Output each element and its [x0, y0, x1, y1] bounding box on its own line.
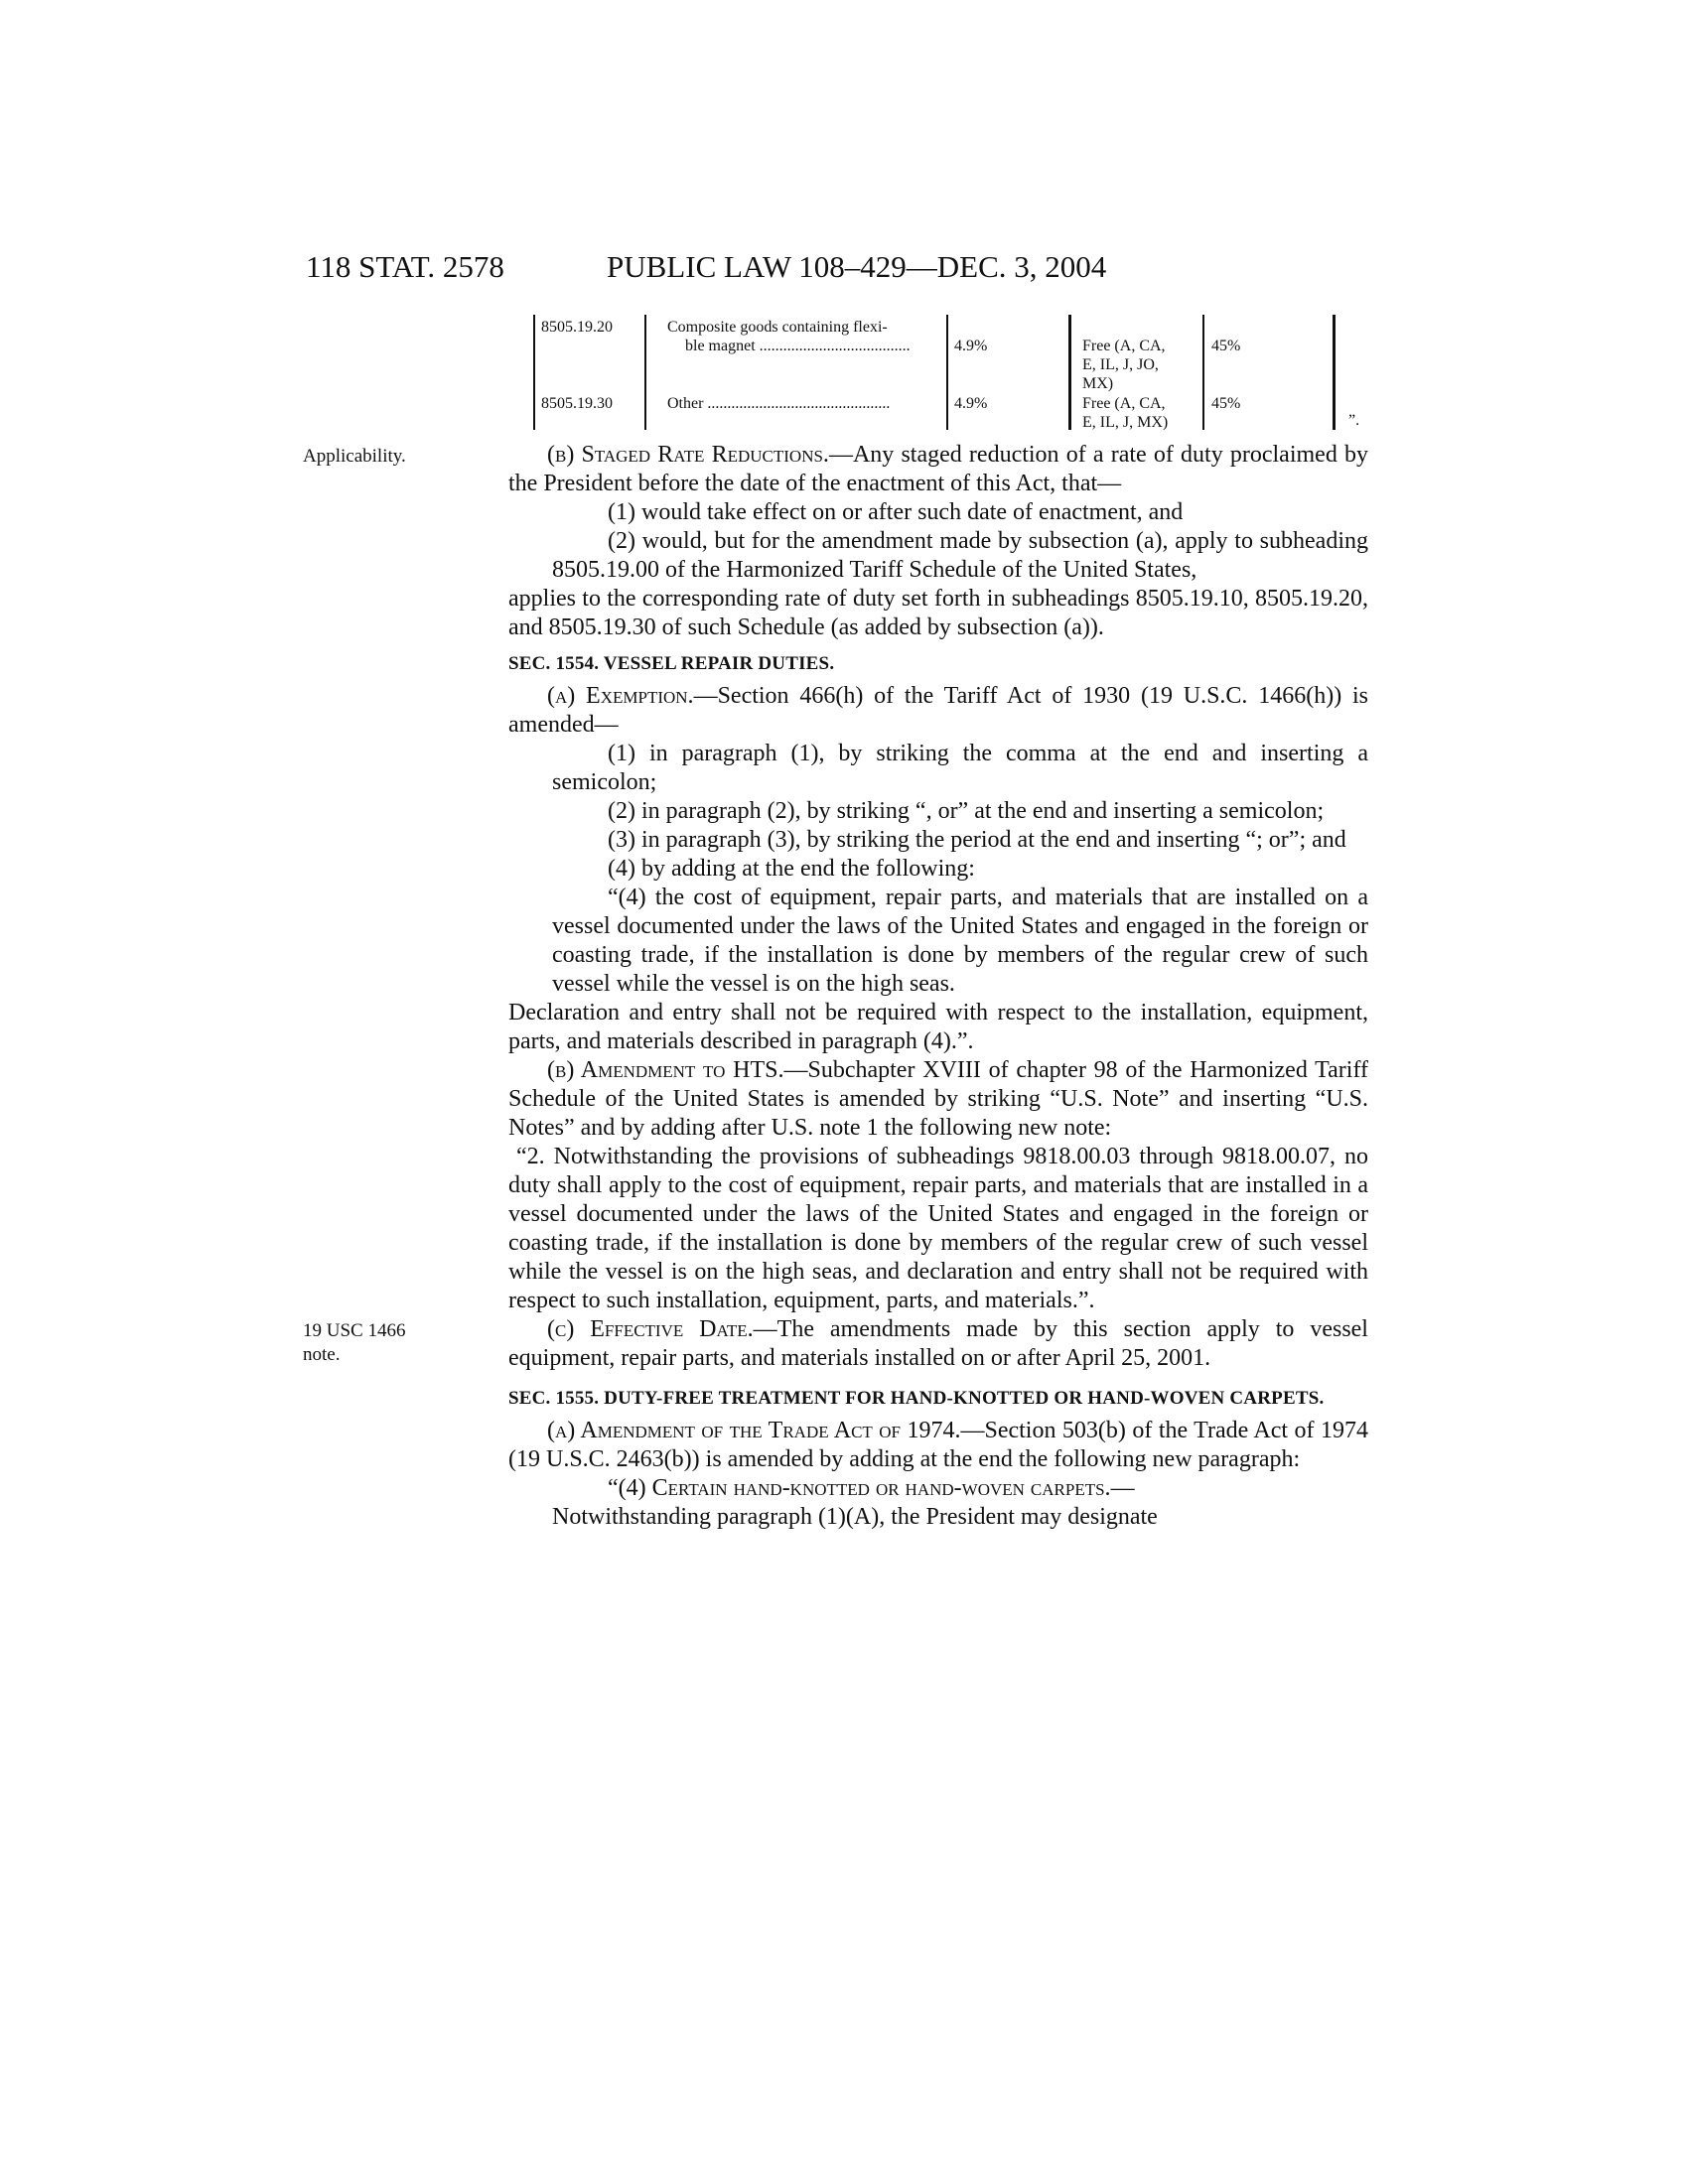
table-rule: [533, 315, 535, 430]
paragraph-heading: (a) Amendment of the Trade Act of 1974.: [547, 1418, 961, 1443]
paragraph-heading: “(4) Certain hand-knotted or hand-woven carpets.: [608, 1475, 1111, 1501]
margin-note-line: note.: [303, 1344, 341, 1365]
paragraph-b-hts: [508, 1056, 1368, 1143]
table-rule: [1333, 315, 1336, 430]
quoted-paragraph-4-carpets: [552, 1474, 1368, 1503]
paragraph-heading: (a) Exemption.: [547, 683, 694, 709]
page-stat-number: 118 STAT. 2578: [306, 249, 504, 284]
table-cell-desc: ble magnet ......................................: [685, 338, 911, 354]
paragraph-text: —Subchapter XVIII of chapter 98 of the Harmonized Tariff Schedule of the United States is amended by striking “U.S. Note” and inserting “U.S. Notes” and by adding after U.S. note 1 the following new note:: [508, 1057, 1368, 1141]
table-cell-desc: Composite goods containing flexi-: [667, 319, 888, 336]
paragraph-a4: (4) by adding at the end the following:: [608, 856, 975, 882]
paragraph-a3: (3) in paragraph (3), by striking the period at the end and inserting “; or”; and: [608, 827, 1346, 853]
paragraph-text: —The amendments made by this section apply to vessel equipment, repair parts, and materials installed on or after April 25, 2001.: [508, 1316, 1368, 1371]
table-cell-col2: 45%: [1211, 395, 1241, 412]
table-cell-special: E, IL, J, JO,: [1082, 356, 1159, 373]
paragraph-b1: (1) would take effect on or after such date of enactment, and: [608, 499, 1184, 525]
paragraph-text: —Section 503(b) of the Trade Act of 1974 (19 U.S.C. 2463(b)) is amended by adding at the end the following new paragraph:: [508, 1418, 1368, 1472]
section-heading-1555: SEC. 1555. DUTY-FREE TREATMENT FOR HAND-KNOTTED OR HAND-WOVEN CARPETS.: [508, 1388, 1325, 1409]
paragraph-heading: (b) Staged Rate Reductions.: [547, 442, 829, 468]
margin-note-usc: [303, 1319, 452, 1367]
closing-quote: ”.: [1348, 412, 1360, 429]
paragraph-a2: (2) in paragraph (2), by striking “, or” at the end and inserting a semicolon;: [608, 798, 1325, 824]
document-body: [303, 441, 1368, 1532]
table-rule: [946, 315, 948, 430]
table-cell-special: Free (A, CA,: [1082, 338, 1166, 354]
paragraph-heading: (c) Effective Date.: [547, 1316, 754, 1342]
quoted-note-2: “2. Notwithstanding the provisions of subheadings 9818.00.03 through 9818.00.07, no duty shall apply to the cost of equipment, repair parts, and materials that are installed in a vessel documented under the laws of the United States and engaged in the foreign or coasting trade, if the installation is done by members of the regular crew of such vessel while the vessel is on the high seas, and declaration and entry shall not be required with respect to such installation, equipment, parts, and materials.”.: [508, 1144, 1368, 1313]
table-cell-desc: Other ..............................................: [667, 395, 891, 412]
paragraph-b: [303, 441, 1368, 498]
section-heading-1554: SEC. 1554. VESSEL REPAIR DUTIES.: [508, 653, 835, 674]
table-rule: [1202, 315, 1204, 430]
paragraph-heading: (b) Amendment to HTS.: [547, 1057, 784, 1083]
paragraph-c: [303, 1315, 1368, 1373]
paragraph-text: —Any staged reduction of a rate of duty proclaimed by the President before the date of the enactment of this Act, that—: [508, 442, 1368, 496]
paragraph-b-tail: applies to the corresponding rate of duty set forth in subheadings 8505.19.10, 8505.19.20, and 8505.19.30 of such Schedule (as added by subsection (a)).: [508, 586, 1368, 640]
table-rule: [1068, 315, 1071, 430]
paragraph-text: —: [1110, 1475, 1135, 1501]
table-cell-special: Free (A, CA,: [1082, 395, 1166, 412]
paragraph-declaration: Declaration and entry shall not be required with respect to the installation, equipment, parts, and materials described in paragraph (4).”.: [508, 1000, 1368, 1054]
quoted-paragraph-4: “(4) the cost of equipment, repair parts, and materials that are installed on a vessel documented under the laws of the United States and engaged in the foreign or coasting trade, if the installation is done by members of the regular crew of such vessel while the vessel is on the high seas.: [552, 885, 1368, 997]
table-cell-special: E, IL, J, MX): [1082, 414, 1169, 431]
table-rule: [644, 315, 646, 430]
paragraph-a: [508, 682, 1368, 740]
page-header-title: PUBLIC LAW 108–429—DEC. 3, 2004: [607, 249, 1107, 284]
paragraph-continuation: Notwithstanding paragraph (1)(A), the President may designate: [552, 1504, 1158, 1530]
table-cell-special: MX): [1082, 375, 1114, 392]
table-cell-rate: 4.9%: [954, 395, 988, 412]
paragraph-a-trade-act: [508, 1417, 1368, 1474]
margin-note-line: 19 USC 1466: [303, 1320, 406, 1341]
paragraph-text: —Section 466(h) of the Tariff Act of 1930 (19 U.S.C. 1466(h)) is amended—: [508, 683, 1368, 738]
paragraph-a1: (1) in paragraph (1), by striking the comma at the end and inserting a semicolon;: [552, 741, 1368, 795]
paragraph-b2: (2) would, but for the amendment made by subsection (a), apply to subheading 8505.19.00 of the Harmonized Tariff Schedule of the United States,: [552, 528, 1368, 583]
table-cell-rate: 4.9%: [954, 338, 988, 354]
table-cell-code: 8505.19.30: [541, 395, 613, 412]
margin-note-applicability: Applicability.: [303, 446, 406, 467]
table-cell-code: 8505.19.20: [541, 319, 613, 336]
table-cell-col2: 45%: [1211, 338, 1241, 354]
